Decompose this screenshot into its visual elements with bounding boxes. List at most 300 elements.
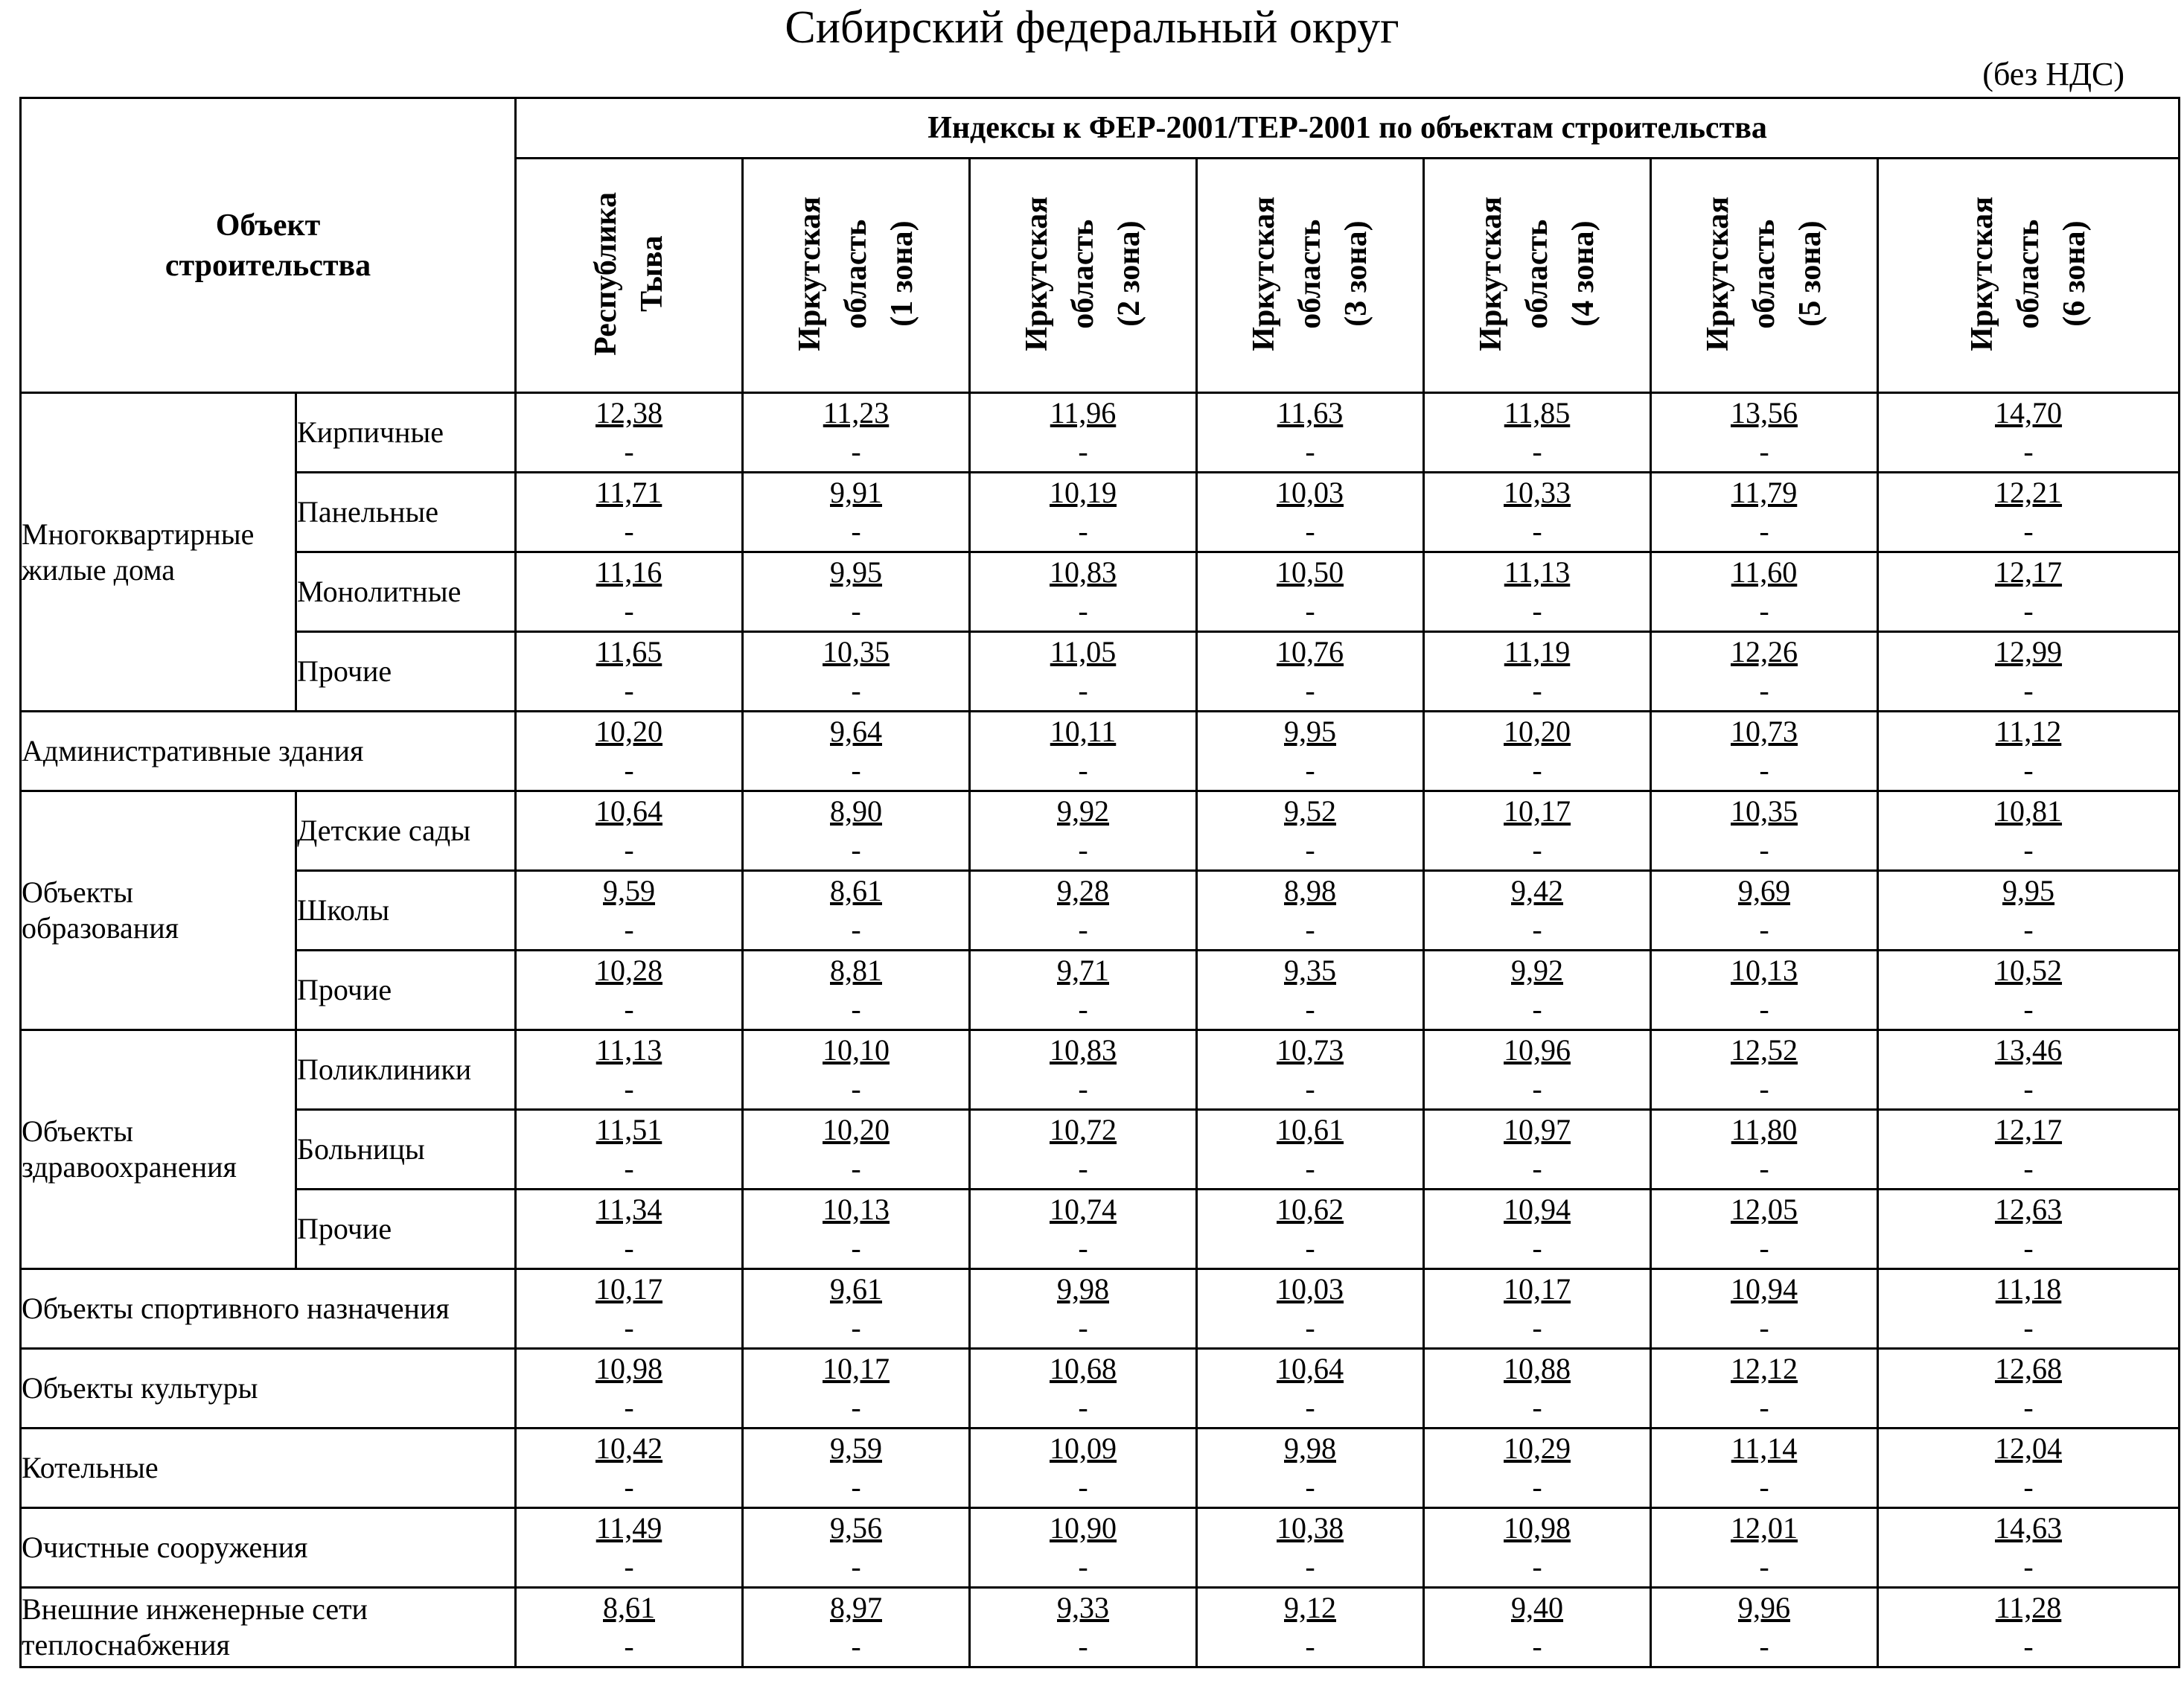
index-value: 9,56: [830, 1511, 882, 1545]
corner-header: Объект строительства: [21, 98, 516, 393]
table-row: [21, 1110, 2180, 1190]
index-secondary-value: -: [1305, 833, 1315, 866]
index-value: 10,11: [1050, 715, 1117, 748]
table-row: [21, 1030, 2180, 1110]
index-value: 11,85: [1504, 396, 1571, 430]
column-header-label: Иркутская область (3 зона): [1247, 196, 1373, 351]
index-secondary-value: -: [1532, 594, 1542, 628]
index-value: 8,98: [1284, 874, 1336, 907]
index-secondary-value: -: [851, 1470, 861, 1504]
index-value: 9,28: [1057, 874, 1109, 907]
index-secondary-value: -: [2023, 1231, 2034, 1265]
index-value: 12,04: [1995, 1432, 2063, 1465]
index-cell: [743, 1588, 970, 1667]
index-secondary-value: -: [1078, 1311, 1088, 1344]
index-value: 13,56: [1731, 396, 1798, 430]
column-header-label: Иркутская область (5 зона): [1701, 196, 1827, 351]
index-cell: [970, 1030, 1197, 1110]
column-header: [1651, 159, 1878, 393]
index-secondary-value: -: [624, 913, 634, 946]
index-value: 12,01: [1731, 1511, 1798, 1545]
index-secondary-value: -: [1078, 992, 1088, 1026]
index-secondary-value: -: [624, 435, 634, 468]
index-secondary-value: -: [1759, 1072, 1769, 1105]
index-cell: [516, 632, 743, 712]
index-value: 12,68: [1995, 1352, 2063, 1385]
column-header-label: Иркутская область (2 зона): [1020, 196, 1146, 351]
index-secondary-value: -: [1078, 1630, 1088, 1663]
index-secondary-value: -: [624, 1470, 634, 1504]
index-secondary-value: -: [851, 1231, 861, 1265]
index-secondary-value: -: [851, 992, 861, 1026]
index-cell: [743, 1349, 970, 1429]
index-secondary-value: -: [1759, 1311, 1769, 1344]
index-cell: [1878, 951, 2180, 1030]
index-cell: [1197, 1429, 1424, 1508]
index-value: 10,74: [1050, 1193, 1117, 1226]
index-value: 10,09: [1050, 1432, 1117, 1465]
index-value: 10,17: [1504, 794, 1571, 828]
index-secondary-value: -: [851, 1072, 861, 1105]
index-secondary-value: -: [1305, 1550, 1315, 1583]
index-value: 9,64: [830, 715, 882, 748]
index-cell: [1878, 1110, 2180, 1190]
index-secondary-value: -: [2023, 833, 2034, 866]
index-value: 10,29: [1504, 1432, 1571, 1465]
index-value: 10,17: [823, 1352, 890, 1385]
index-cell: [1424, 1190, 1651, 1269]
index-secondary-value: -: [1759, 1470, 1769, 1504]
index-cell: [743, 1110, 970, 1190]
index-value: 12,26: [1731, 635, 1798, 668]
column-header: [970, 159, 1197, 393]
index-cell: [1197, 632, 1424, 712]
index-value: 10,97: [1504, 1113, 1571, 1146]
column-header: [743, 159, 970, 393]
index-secondary-value: -: [624, 833, 634, 866]
index-cell: [1651, 473, 1878, 552]
index-value: 10,35: [823, 635, 890, 668]
index-secondary-value: -: [2023, 514, 2034, 548]
index-cell: [743, 712, 970, 791]
index-secondary-value: -: [2023, 1311, 2034, 1344]
column-header: [1197, 159, 1424, 393]
index-value: 12,17: [1995, 555, 2063, 589]
index-cell: [1878, 791, 2180, 871]
index-cell: [1651, 1269, 1878, 1349]
group-label: Многоквартирные жилые дома: [21, 393, 296, 712]
index-value: 9,91: [830, 476, 882, 509]
index-secondary-value: -: [624, 1152, 634, 1185]
index-value: 11,60: [1731, 555, 1798, 589]
index-value: 11,18: [1995, 1272, 2062, 1306]
index-cell: [970, 1110, 1197, 1190]
index-cell: [1424, 1588, 1651, 1667]
index-cell: [1878, 473, 2180, 552]
index-cell: [743, 552, 970, 632]
index-cell: [743, 871, 970, 951]
object-label: Внешние инженерные сети теплоснабжения: [21, 1588, 516, 1667]
index-cell: [1651, 1508, 1878, 1588]
index-value: 13,46: [1995, 1033, 2063, 1067]
index-cell: [1651, 712, 1878, 791]
index-cell: [970, 473, 1197, 552]
index-secondary-value: -: [1078, 833, 1088, 866]
index-value: 11,13: [596, 1033, 662, 1067]
index-value: 9,59: [830, 1432, 882, 1465]
index-table: [19, 97, 2180, 1668]
index-value: 10,13: [823, 1193, 890, 1226]
index-cell: [1651, 1429, 1878, 1508]
index-value: 12,99: [1995, 635, 2063, 668]
index-secondary-value: -: [851, 1391, 861, 1424]
group-label: Объекты здравоохранения: [21, 1030, 296, 1269]
subgroup-label: Кирпичные: [296, 393, 516, 473]
index-value: 11,23: [823, 396, 890, 430]
index-cell: [1878, 712, 2180, 791]
vat-note: (без НДС): [1982, 56, 2124, 92]
table-row: [21, 951, 2180, 1030]
index-cell: [1878, 1190, 2180, 1269]
index-secondary-value: -: [851, 1550, 861, 1583]
index-secondary-value: -: [2023, 1391, 2034, 1424]
index-cell: [1424, 552, 1651, 632]
index-value: 11,05: [1050, 635, 1117, 668]
index-secondary-value: -: [1305, 1391, 1315, 1424]
index-cell: [516, 791, 743, 871]
index-secondary-value: -: [1078, 913, 1088, 946]
index-secondary-value: -: [624, 992, 634, 1026]
index-cell: [1424, 393, 1651, 473]
subgroup-label: Поликлиники: [296, 1030, 516, 1110]
index-value: 11,79: [1731, 476, 1798, 509]
table-row: [21, 552, 2180, 632]
index-secondary-value: -: [1759, 992, 1769, 1026]
table-row: [21, 871, 2180, 951]
index-cell: [970, 871, 1197, 951]
index-secondary-value: -: [1759, 594, 1769, 628]
index-cell: [1424, 473, 1651, 552]
index-cell: [970, 393, 1197, 473]
index-secondary-value: -: [1305, 435, 1315, 468]
column-header: [1424, 159, 1651, 393]
index-secondary-value: -: [2023, 1072, 2034, 1105]
table-row: [21, 1190, 2180, 1269]
index-secondary-value: -: [1532, 1630, 1542, 1663]
index-cell: [743, 791, 970, 871]
index-secondary-value: -: [1078, 1470, 1088, 1504]
index-secondary-value: -: [851, 594, 861, 628]
index-secondary-value: -: [624, 1311, 634, 1344]
index-cell: [1197, 1588, 1424, 1667]
index-secondary-value: -: [1759, 1630, 1769, 1663]
index-cell: [1651, 1190, 1878, 1269]
index-secondary-value: -: [624, 674, 634, 707]
index-secondary-value: -: [1305, 1231, 1315, 1265]
index-value: 9,42: [1511, 874, 1563, 907]
index-value: 10,64: [1277, 1352, 1344, 1385]
index-secondary-value: -: [1078, 1391, 1088, 1424]
index-cell: [1878, 1588, 2180, 1667]
index-cell: [1197, 1349, 1424, 1429]
index-value: 12,12: [1731, 1352, 1798, 1385]
index-value: 9,95: [1284, 715, 1336, 748]
index-value: 8,61: [830, 874, 882, 907]
index-cell: [1651, 1588, 1878, 1667]
table-row: [21, 473, 2180, 552]
index-value: 10,33: [1504, 476, 1571, 509]
index-secondary-value: -: [1532, 514, 1542, 548]
object-label: Котельные: [21, 1429, 516, 1508]
index-cell: [516, 1030, 743, 1110]
index-secondary-value: -: [1532, 753, 1542, 787]
index-secondary-value: -: [851, 674, 861, 707]
index-secondary-value: -: [1532, 1072, 1542, 1105]
index-value: 10,61: [1277, 1113, 1344, 1146]
index-cell: [1197, 473, 1424, 552]
index-value: 9,92: [1511, 954, 1563, 987]
index-value: 11,65: [596, 635, 662, 668]
index-value: 10,19: [1050, 476, 1117, 509]
index-secondary-value: -: [1532, 674, 1542, 707]
index-cell: [516, 393, 743, 473]
index-value: 11,12: [1995, 715, 2062, 748]
index-cell: [970, 1588, 1197, 1667]
index-value: 14,63: [1995, 1511, 2063, 1545]
index-value: 8,97: [830, 1591, 882, 1624]
index-cell: [516, 473, 743, 552]
index-value: 9,12: [1284, 1591, 1336, 1624]
index-cell: [1424, 1429, 1651, 1508]
index-secondary-value: -: [1759, 753, 1769, 787]
index-secondary-value: -: [624, 1391, 634, 1424]
index-cell: [970, 1190, 1197, 1269]
index-cell: [1197, 1508, 1424, 1588]
index-secondary-value: -: [1305, 1630, 1315, 1663]
column-header-label: Иркутская область (4 зона): [1474, 196, 1600, 351]
index-secondary-value: -: [1532, 1231, 1542, 1265]
index-value: 10,20: [596, 715, 662, 748]
indices-span-header: Индексы к ФЕР-2001/ТЕР-2001 по объектам строительства: [516, 98, 2180, 159]
index-cell: [1651, 1110, 1878, 1190]
index-secondary-value: -: [2023, 1630, 2034, 1663]
index-secondary-value: -: [624, 753, 634, 787]
index-cell: [1651, 791, 1878, 871]
index-secondary-value: -: [1078, 753, 1088, 787]
index-cell: [1878, 1349, 2180, 1429]
index-secondary-value: -: [2023, 1152, 2034, 1185]
index-secondary-value: -: [1305, 514, 1315, 548]
index-value: 10,73: [1731, 715, 1798, 748]
index-cell: [1424, 1349, 1651, 1429]
index-cell: [1651, 871, 1878, 951]
index-value: 11,63: [1277, 396, 1344, 430]
index-value: 10,28: [596, 954, 662, 987]
index-cell: [1197, 951, 1424, 1030]
index-cell: [1424, 1508, 1651, 1588]
index-cell: [1424, 1110, 1651, 1190]
table-row: [21, 1588, 2180, 1667]
index-value: 10,94: [1731, 1272, 1798, 1306]
index-value: 10,83: [1050, 1033, 1117, 1067]
index-secondary-value: -: [1532, 992, 1542, 1026]
index-secondary-value: -: [851, 435, 861, 468]
index-secondary-value: -: [1532, 1550, 1542, 1583]
index-value: 10,98: [1504, 1511, 1571, 1545]
index-value: 9,52: [1284, 794, 1336, 828]
index-value: 10,50: [1277, 555, 1344, 589]
page-title: Сибирский федеральный округ: [785, 2, 1399, 53]
index-cell: [1878, 1269, 2180, 1349]
index-cell: [970, 632, 1197, 712]
index-secondary-value: -: [2023, 753, 2034, 787]
index-secondary-value: -: [624, 1630, 634, 1663]
table-row: [21, 1349, 2180, 1429]
index-value: 11,71: [596, 476, 662, 509]
index-value: 10,68: [1050, 1352, 1117, 1385]
index-value: 9,98: [1057, 1272, 1109, 1306]
index-value: 11,49: [596, 1511, 662, 1545]
index-value: 10,62: [1277, 1193, 1344, 1226]
index-value: 11,16: [596, 555, 662, 589]
index-value: 12,21: [1995, 476, 2063, 509]
index-value: 10,38: [1277, 1511, 1344, 1545]
index-secondary-value: -: [1759, 674, 1769, 707]
index-cell: [1197, 791, 1424, 871]
index-cell: [1651, 632, 1878, 712]
index-value: 8,61: [603, 1591, 655, 1624]
index-secondary-value: -: [1532, 1152, 1542, 1185]
index-value: 10,88: [1504, 1352, 1571, 1385]
index-secondary-value: -: [851, 1152, 861, 1185]
index-secondary-value: -: [1532, 435, 1542, 468]
table-row: [21, 791, 2180, 871]
index-cell: [1424, 632, 1651, 712]
index-value: 9,96: [1738, 1591, 1790, 1624]
index-cell: [1197, 1030, 1424, 1110]
index-secondary-value: -: [1305, 674, 1315, 707]
index-cell: [1878, 871, 2180, 951]
index-secondary-value: -: [851, 753, 861, 787]
index-value: 10,72: [1050, 1113, 1117, 1146]
table-row: [21, 393, 2180, 473]
index-cell: [1424, 712, 1651, 791]
index-secondary-value: -: [624, 1072, 634, 1105]
index-value: 10,17: [596, 1272, 662, 1306]
column-header-label: Иркутская область (1 зона): [793, 196, 919, 351]
table-row: [21, 712, 2180, 791]
index-cell: [743, 1190, 970, 1269]
index-value: 12,52: [1731, 1033, 1798, 1067]
index-secondary-value: -: [1078, 1072, 1088, 1105]
column-header: [1878, 159, 2180, 393]
index-secondary-value: -: [1078, 674, 1088, 707]
index-value: 10,35: [1731, 794, 1798, 828]
index-cell: [970, 552, 1197, 632]
index-value: 9,33: [1057, 1591, 1109, 1624]
index-value: 9,61: [830, 1272, 882, 1306]
index-cell: [1197, 712, 1424, 791]
index-cell: [1878, 632, 2180, 712]
index-secondary-value: -: [1759, 913, 1769, 946]
index-cell: [516, 552, 743, 632]
index-cell: [743, 1508, 970, 1588]
index-secondary-value: -: [1532, 1391, 1542, 1424]
index-cell: [1651, 1030, 1878, 1110]
index-cell: [970, 951, 1197, 1030]
index-value: 10,03: [1277, 476, 1344, 509]
index-cell: [1651, 552, 1878, 632]
index-cell: [970, 712, 1197, 791]
index-value: 10,96: [1504, 1033, 1571, 1067]
table-row: [21, 1508, 2180, 1588]
index-value: 10,83: [1050, 555, 1117, 589]
object-label: Административные здания: [21, 712, 516, 791]
index-cell: [1651, 951, 1878, 1030]
index-cell: [1424, 791, 1651, 871]
index-secondary-value: -: [2023, 674, 2034, 707]
table-body: [21, 393, 2180, 1667]
index-value: 10,94: [1504, 1193, 1571, 1226]
index-secondary-value: -: [1759, 833, 1769, 866]
subgroup-label: Панельные: [296, 473, 516, 552]
index-value: 10,17: [1504, 1272, 1571, 1306]
index-secondary-value: -: [1078, 435, 1088, 468]
index-secondary-value: -: [851, 514, 861, 548]
index-cell: [516, 871, 743, 951]
index-value: 12,17: [1995, 1113, 2063, 1146]
index-secondary-value: -: [1078, 514, 1088, 548]
index-cell: [1424, 1269, 1651, 1349]
table-row: [21, 1269, 2180, 1349]
index-cell: [516, 1588, 743, 1667]
object-label: Объекты спортивного назначения: [21, 1269, 516, 1349]
subgroup-label: Детские сады: [296, 791, 516, 871]
index-secondary-value: -: [1759, 1550, 1769, 1583]
column-header-label: Иркутская область (6 зона): [1965, 196, 2092, 351]
index-cell: [516, 951, 743, 1030]
index-secondary-value: -: [1078, 1152, 1088, 1185]
index-value: 10,13: [1731, 954, 1798, 987]
index-secondary-value: -: [1305, 1311, 1315, 1344]
index-value: 9,95: [830, 555, 882, 589]
index-secondary-value: -: [1532, 1311, 1542, 1344]
column-header-label: Республика Тыва: [589, 191, 669, 356]
index-cell: [516, 1508, 743, 1588]
index-value: 10,52: [1995, 954, 2063, 987]
index-cell: [516, 1429, 743, 1508]
index-secondary-value: -: [1305, 1470, 1315, 1504]
index-value: 11,96: [1050, 396, 1117, 430]
index-cell: [743, 1429, 970, 1508]
index-cell: [1424, 951, 1651, 1030]
index-cell: [516, 712, 743, 791]
subgroup-label: Больницы: [296, 1110, 516, 1190]
index-secondary-value: -: [2023, 435, 2034, 468]
index-value: 10,98: [596, 1352, 662, 1385]
index-value: 14,70: [1995, 396, 2063, 430]
index-value: 10,64: [596, 794, 662, 828]
index-secondary-value: -: [851, 913, 861, 946]
index-cell: [1878, 1429, 2180, 1508]
index-value: 9,40: [1511, 1591, 1563, 1624]
index-secondary-value: -: [1305, 913, 1315, 946]
index-cell: [1424, 1030, 1651, 1110]
index-secondary-value: -: [1078, 594, 1088, 628]
index-cell: [1651, 393, 1878, 473]
index-cell: [970, 1508, 1197, 1588]
index-value: 12,63: [1995, 1193, 2063, 1226]
